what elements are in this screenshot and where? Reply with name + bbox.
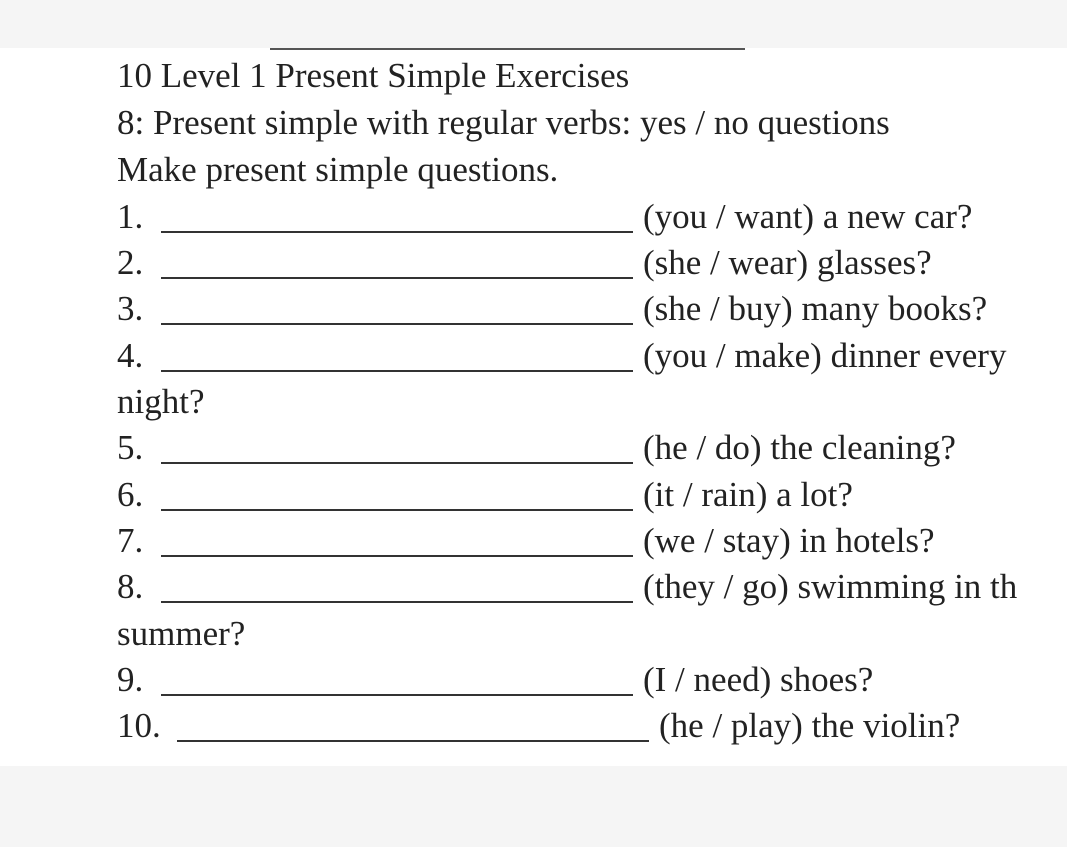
question-number: 1.: [117, 197, 144, 236]
answer-blank[interactable]: [161, 370, 633, 372]
question-item-10: [117, 706, 1067, 750]
question-prompt: (you / want) a new car?: [643, 197, 973, 236]
question-number: 2.: [117, 243, 144, 282]
question-item-4: [117, 336, 1067, 380]
question-prompt: (I / need) shoes?: [643, 660, 874, 699]
answer-blank[interactable]: [161, 601, 633, 603]
answer-blank[interactable]: [161, 462, 633, 464]
question-prompt: (they / go) swimming in th: [643, 567, 1018, 606]
question-item-5: [117, 428, 1067, 472]
question-item-3: [117, 289, 1067, 333]
question-prompt: (she / buy) many books?: [643, 289, 988, 328]
question-prompt: (it / rain) a lot?: [643, 475, 853, 514]
answer-blank[interactable]: [177, 740, 649, 742]
question-item-2: [117, 243, 1067, 287]
answer-blank[interactable]: [161, 694, 633, 696]
question-item-8: [117, 567, 1067, 611]
question-number: 5.: [117, 428, 144, 467]
answer-blank[interactable]: [161, 277, 633, 279]
question-number: 10.: [117, 706, 161, 745]
question-number: 7.: [117, 521, 144, 560]
question-number: 6.: [117, 475, 144, 514]
question-item-7: [117, 521, 1067, 565]
answer-blank[interactable]: [161, 323, 633, 325]
question-prompt: (she / wear) glasses?: [643, 243, 932, 282]
question-prompt: (you / make) dinner every: [643, 336, 1007, 375]
top-divider: [270, 48, 745, 50]
question-prompt: (we / stay) in hotels?: [643, 521, 935, 560]
question-continuation: summer?: [117, 614, 246, 653]
worksheet-heading: 10 Level 1 Present Simple Exercises: [117, 56, 630, 95]
answer-blank[interactable]: [161, 509, 633, 511]
answer-blank[interactable]: [161, 555, 633, 557]
answer-blank[interactable]: [161, 231, 633, 233]
question-prompt: (he / play) the violin?: [659, 706, 961, 745]
question-number: 9.: [117, 660, 144, 699]
question-prompt: (he / do) the cleaning?: [643, 428, 956, 467]
question-number: 8.: [117, 567, 144, 606]
question-item-1: [117, 197, 1067, 241]
exercise-subheading: 8: Present simple with regular verbs: yes / no questions: [117, 103, 890, 142]
question-number: 3.: [117, 289, 144, 328]
question-continuation: night?: [117, 382, 205, 421]
question-item-6: [117, 475, 1067, 519]
question-item-9: [117, 660, 1067, 704]
instruction-text: Make present simple questions.: [117, 150, 559, 189]
question-number: 4.: [117, 336, 144, 375]
